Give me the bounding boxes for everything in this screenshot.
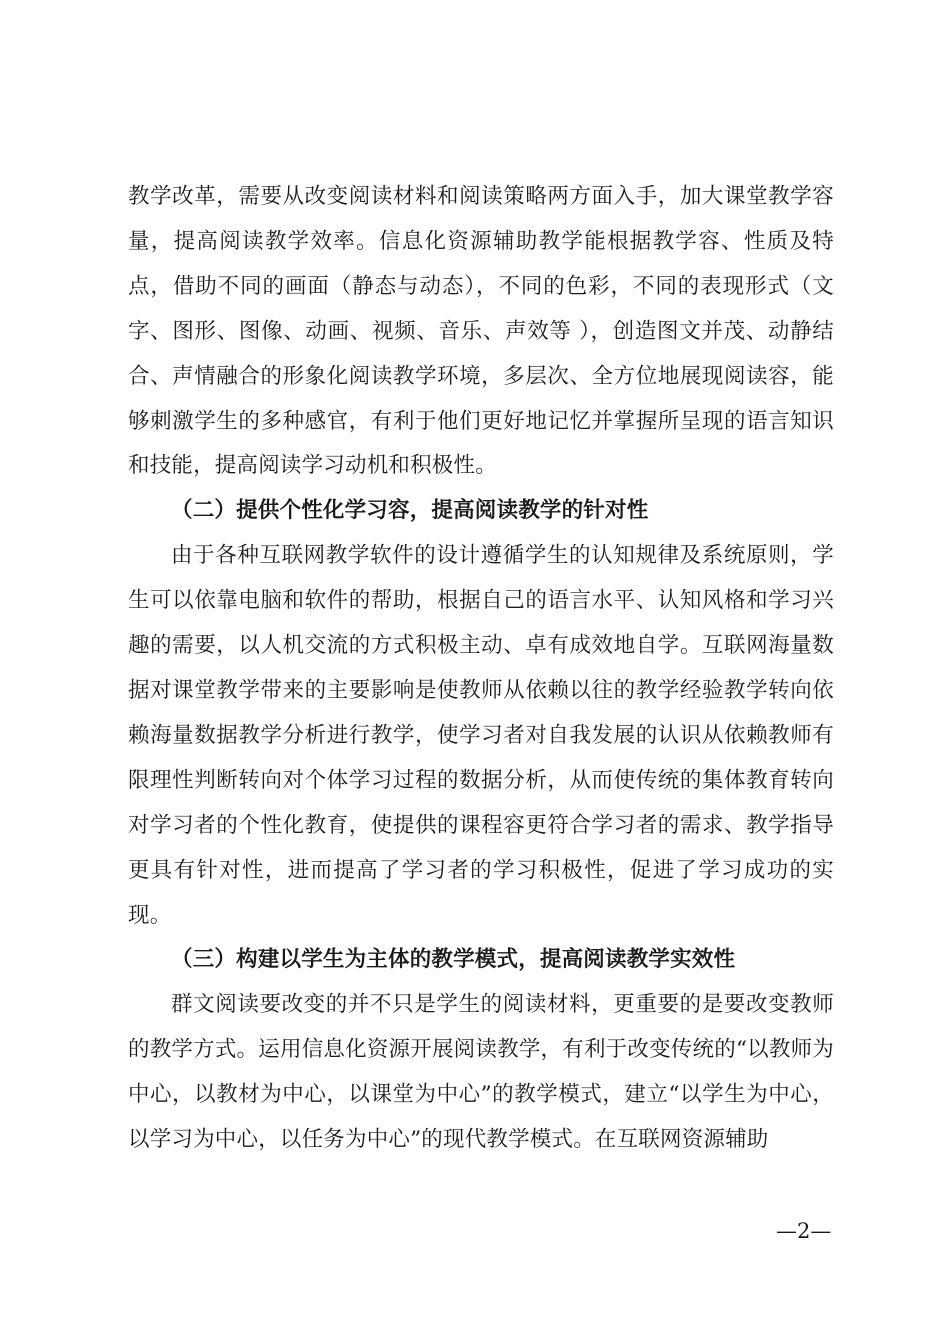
page-number: —2— <box>776 1219 832 1243</box>
body-paragraph: 由于各种互联网教学软件的设计遵循学生的认知规律及系统原则，学生可以依靠电脑和软件的帮助，根据自己的语言水平、认知风格和学习兴趣的需要，以人机交流的方式积极主动、卓有成效地自学。互联网海量数据对课堂教学带来的主要影响是使教师从依赖以往的教学经验教学转向依赖海量数据教学分析进行教学，使学习者对自我发展的认识从依赖教师有限理性判断转向对个体学习过程的数据分析，从而使传统的集体教育转向对学习者的个性化教育，使提供的课程容更符合学习者的需求、教学指导更具有针对性，进而提高了学习者的学习积极性，促进了学习成功的实现。 <box>128 543 834 928</box>
body-paragraph: 群文阅读要改变的并不只是学生的阅读材料，更重要的是要改变教师的教学方式。运用信息化资源开展阅读教学，有利于改变传统的“以教师为中心，以教材为中心，以课堂为中心”的教学模式，建立“以学生为中心，以学习为中心，以任务为中心”的现代教学模式。在互联网资源辅助 <box>128 992 834 1153</box>
section-heading: （三）构建以学生为主体的教学模式，提高阅读教学实效性 <box>171 947 736 973</box>
body-paragraph: 教学改革，需要从改变阅读材料和阅读策略两方面入手，加大课堂教学容量，提高阅读教学效率。信息化资源辅助教学能根据教学容、性质及特点，借助不同的画面（静态与动态），不同的色彩，不同的表现形式（文字、图形、图像、动画、视频、音乐、声效等 ），创造图文并茂、动静结合、声情融合的形象化阅读教学环境，多层次、全方位地展现阅读容，能够刺激学生的多种感官，有利于他们更好地记忆并掌握所呈现的语言知识和技能，提高阅读学习动机和积极性。 <box>128 184 834 479</box>
section-heading: （二）提供个性化学习容，提高阅读教学的针对性 <box>171 498 649 524</box>
document-body <box>128 175 834 1163</box>
